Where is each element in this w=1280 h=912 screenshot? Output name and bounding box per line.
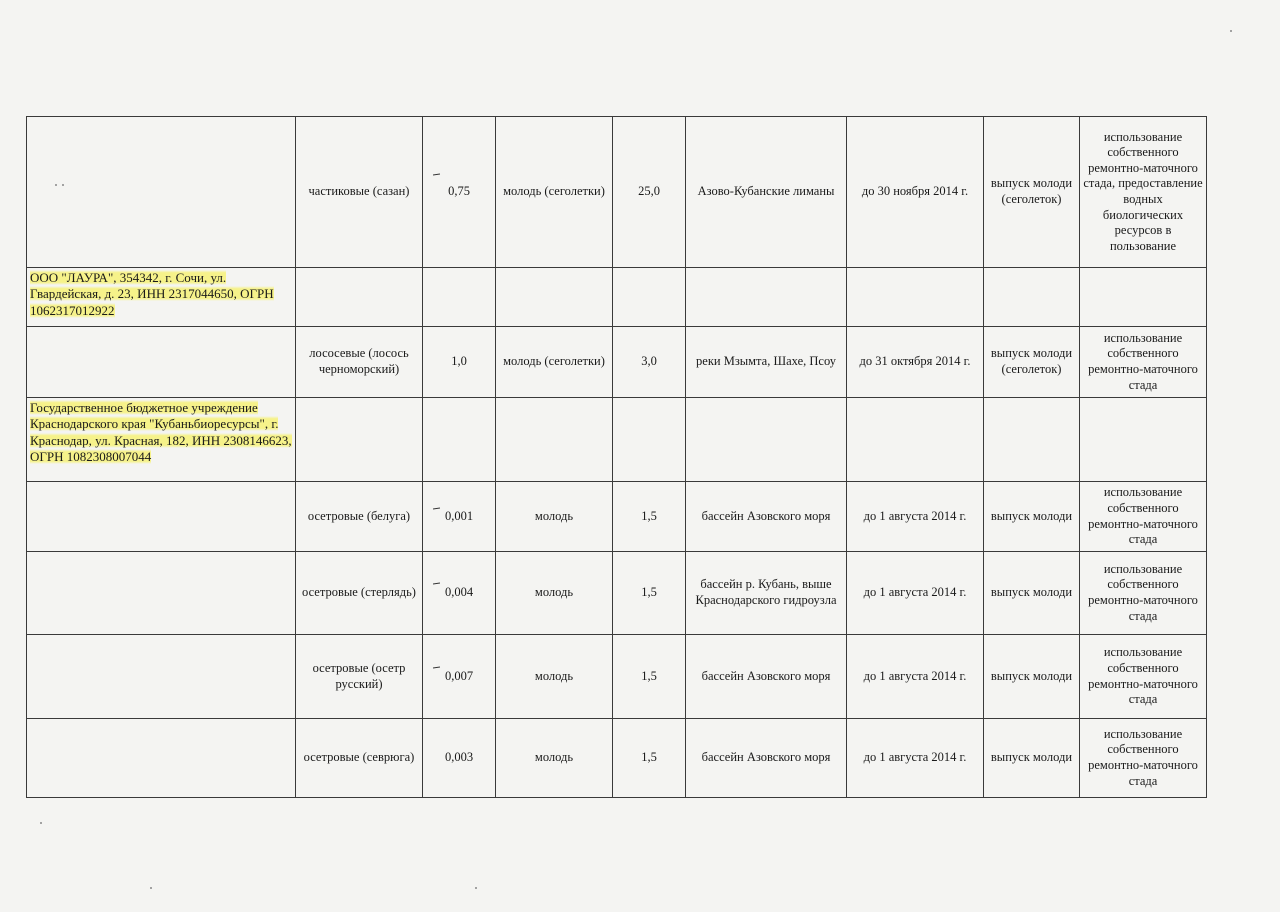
- table-row: [27, 635, 1207, 719]
- species-cell: осетровые (осетр русский): [296, 635, 423, 719]
- stage-cell: молодь: [496, 719, 613, 798]
- amount-value: 0,001: [444, 508, 474, 523]
- method-cell: выпуск молоди (сеголеток): [984, 117, 1080, 268]
- org-cell-empty: [27, 552, 296, 635]
- weight-cell: 1,5: [613, 482, 686, 552]
- amount-cell: [423, 327, 496, 398]
- table-row: [27, 552, 1207, 635]
- method-cell: выпуск молоди: [984, 482, 1080, 552]
- place-cell: реки Мзымта, Шахе, Псоу: [686, 327, 847, 398]
- method-cell: выпуск молоди: [984, 719, 1080, 798]
- empty-cell: [1080, 398, 1207, 482]
- weight-cell: 1,5: [613, 635, 686, 719]
- org-name: ООО "ЛАУРА", 354342, г. Сочи, ул. Гвардейская, д. 23, ИНН 2317044650, ОГРН 1062317012922: [30, 270, 274, 318]
- amount-cell: [423, 635, 496, 719]
- source-cell: использование собственного ремонтно-маточного стада: [1080, 635, 1207, 719]
- table-row: [27, 117, 1207, 268]
- stage-cell: молодь: [496, 552, 613, 635]
- place-cell: бассейн Азовского моря: [686, 635, 847, 719]
- empty-cell: [686, 398, 847, 482]
- place-cell: бассейн Азовского моря: [686, 719, 847, 798]
- amount-value: 0,75: [448, 184, 470, 199]
- species-cell: частиковые (сазан): [296, 117, 423, 268]
- empty-cell: [613, 398, 686, 482]
- place-cell: Азово-Кубанские лиманы: [686, 117, 847, 268]
- stage-cell: молодь (сеголетки): [496, 327, 613, 398]
- org-cell-empty: [27, 719, 296, 798]
- empty-cell: [847, 398, 984, 482]
- scan-speck: [475, 887, 477, 889]
- stocking-table: [26, 116, 1207, 798]
- amount-cell: [423, 552, 496, 635]
- amount-cell: [423, 482, 496, 552]
- weight-cell: 1,5: [613, 552, 686, 635]
- species-cell: лососевые (лосось черноморский): [296, 327, 423, 398]
- table-row: [27, 268, 1207, 327]
- stage-cell: молодь: [496, 635, 613, 719]
- org-name: Государственное бюджетное учреждение Краснодарского края "Кубаньбиоресурсы", г. Краснодар, ул. Красная, 182, ИНН 2308146623, ОГРН 1082308007044: [30, 400, 292, 464]
- term-cell: до 1 августа 2014 г.: [847, 482, 984, 552]
- table-row: [27, 719, 1207, 798]
- org-cell-empty: [27, 482, 296, 552]
- term-cell: до 1 августа 2014 г.: [847, 552, 984, 635]
- table-row: [27, 398, 1207, 482]
- species-cell: осетровые (белуга): [296, 482, 423, 552]
- weight-cell: 3,0: [613, 327, 686, 398]
- empty-cell: [984, 398, 1080, 482]
- stage-cell: молодь (сеголетки): [496, 117, 613, 268]
- source-cell: использование собственного ремонтно-маточного стада: [1080, 552, 1207, 635]
- table-row: [27, 482, 1207, 552]
- scan-speck: [1230, 30, 1232, 32]
- term-cell: до 30 ноября 2014 г.: [847, 117, 984, 268]
- method-cell: выпуск молоди: [984, 635, 1080, 719]
- empty-cell: [496, 268, 613, 327]
- amount-value: 0,004: [444, 585, 474, 600]
- amount-cell: [423, 117, 496, 268]
- term-cell: до 1 августа 2014 г.: [847, 719, 984, 798]
- source-cell: использование собственного ремонтно-маточного стада: [1080, 482, 1207, 552]
- amount-value: 1,0: [451, 354, 467, 369]
- empty-cell: [1080, 268, 1207, 327]
- scan-speck: [40, 822, 42, 824]
- pen-tick: [433, 583, 440, 585]
- place-cell: бассейн р. Кубань, выше Краснодарского гидроузла: [686, 552, 847, 635]
- empty-cell: [613, 268, 686, 327]
- term-cell: до 31 октября 2014 г.: [847, 327, 984, 398]
- species-cell: осетровые (стерлядь): [296, 552, 423, 635]
- empty-cell: [423, 398, 496, 482]
- org-cell-empty: [27, 635, 296, 719]
- org-cell: [27, 398, 296, 482]
- empty-cell: [984, 268, 1080, 327]
- org-cell: [27, 268, 296, 327]
- empty-cell: [296, 268, 423, 327]
- term-cell: до 1 августа 2014 г.: [847, 635, 984, 719]
- amount-cell: [423, 719, 496, 798]
- empty-cell: [496, 398, 613, 482]
- source-cell: использование собственного ремонтно-маточного стада: [1080, 719, 1207, 798]
- amount-value: 0,007: [444, 668, 474, 683]
- empty-cell: [296, 398, 423, 482]
- stage-cell: молодь: [496, 482, 613, 552]
- method-cell: выпуск молоди (сеголеток): [984, 327, 1080, 398]
- weight-cell: 1,5: [613, 719, 686, 798]
- org-cell-empty: [27, 117, 296, 268]
- source-cell: использование собственного ремонтно-маточного стада, предоставление водных биологических ресурсов в пользование: [1080, 117, 1207, 268]
- org-cell-empty: [27, 327, 296, 398]
- scan-speck: [150, 887, 152, 889]
- method-cell: выпуск молоди: [984, 552, 1080, 635]
- empty-cell: [847, 268, 984, 327]
- empty-cell: [423, 268, 496, 327]
- pen-tick: [433, 174, 440, 176]
- source-cell: использование собственного ремонтно-маточного стада: [1080, 327, 1207, 398]
- empty-cell: [686, 268, 847, 327]
- amount-value: 0,003: [444, 750, 474, 765]
- pen-tick: [433, 666, 440, 668]
- weight-cell: 25,0: [613, 117, 686, 268]
- species-cell: осетровые (севрюга): [296, 719, 423, 798]
- place-cell: бассейн Азовского моря: [686, 482, 847, 552]
- table-row: [27, 327, 1207, 398]
- pen-tick: [433, 508, 440, 510]
